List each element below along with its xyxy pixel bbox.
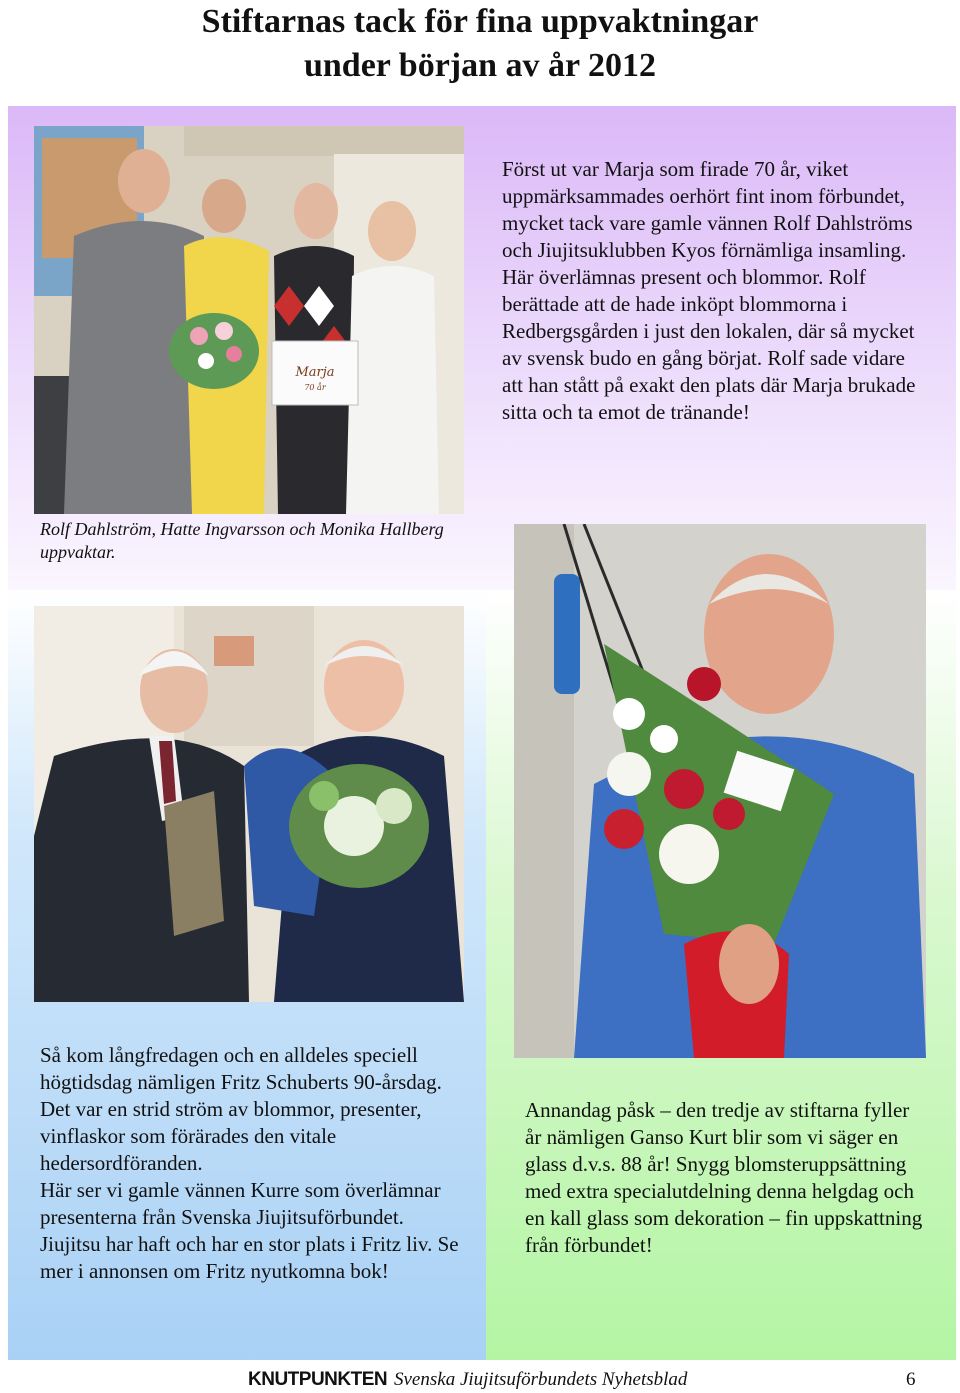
footer-brand-logo: KNUTPUNKTEN [248,1369,388,1390]
photo-1-caption: Rolf Dahlström, Hatte Ingvarsson och Monika Hallberg uppvaktar. [40,519,444,562]
page-number: 6 [906,1369,916,1390]
section-1-paragraph-1: Först ut var Marja som firade 70 år, viket uppmärksammades oerhört fint inom förbundet, mycket tack vare gamle vännen Rolf Dahlströms och Jiujitsuklubben Kyos förnämliga insamling. [502,157,913,262]
card-name-text: Marja [295,365,335,380]
section-3-text [525,1097,930,1259]
page-title [0,0,960,88]
section-1-paragraph-2: Här överlämnas present och blommor. Rolf berättade att de hade inköpt blommorna i Redbergsgården i just den lokalen, där så mycket av svensk budo en gång börjat. Rolf sade vidare att han stått på exakt den plats där Marja brukade sitta och ta emot de tränande! [502,265,916,424]
section-3-paragraph-1: Annandag påsk – den tredje av stiftarna fyller år nämligen Ganso Kurt blir som vi säger en glass d.v.s. 88 år! Snygg blomsteruppsättning med extra specialutdelning denna helgdag och en kall glass som dekoration – fin uppskattning från förbundet! [525,1098,923,1257]
photo-fritz-schubert-gift [34,606,464,1002]
card-sub-text: 70 år [304,383,326,392]
page-footer [0,1368,960,1392]
section-2-paragraph-1: Så kom långfredagen och en alldeles speciell högtidsdag nämligen Fritz Schuberts 90-årsdag. Det var en strid ström av blommor, presenter, vinflaskor som förärades den vitale hedersordföranden. [40,1043,442,1175]
footer-subtitle: Svenska Jiujitsuförbundets Nyhetsblad [394,1369,688,1390]
page-title-line-2: under början av år 2012 [303,47,656,84]
photo-ganso-kurt-bouquet [514,524,926,1058]
section-2-text [40,1042,460,1285]
section-2-paragraph-2: Här ser vi gamle vännen Kurre som överlämnar presenterna från Svenska Jiujitsuförbundet. Jiujitsu har haft och har en stor plats i Fritz liv. Se mer i annonsen om Fritz nyutkomna bok! [40,1178,459,1283]
section-1-text [502,156,922,426]
photo-group-presentation [34,126,464,514]
page-title-line-1: Stiftarnas tack för fina uppvaktningar [201,3,759,40]
